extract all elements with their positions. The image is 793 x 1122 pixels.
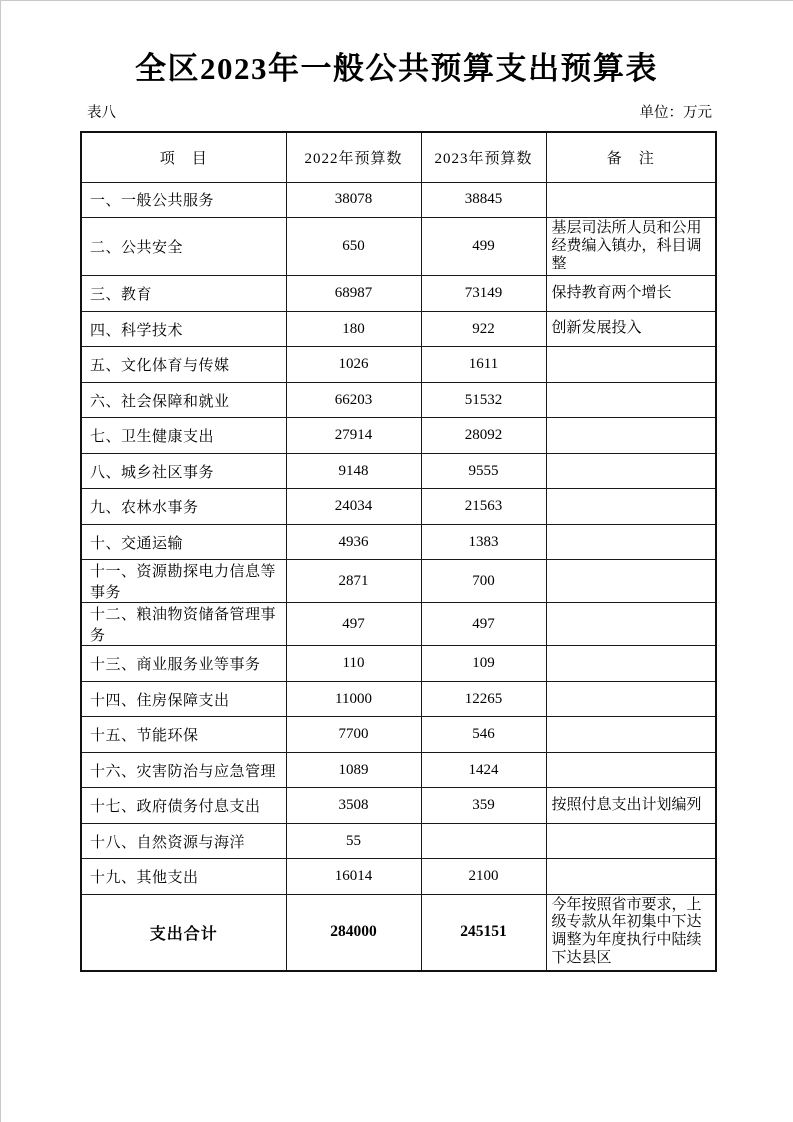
table-row xyxy=(81,311,716,347)
remark-cell xyxy=(546,646,716,682)
budget-2022-cell: 66203 xyxy=(286,382,421,418)
header-remark: 备 注 xyxy=(546,132,716,182)
budget-2023-cell: 1424 xyxy=(421,752,546,788)
remark-cell xyxy=(546,717,716,753)
budget-2023-cell: 73149 xyxy=(421,276,546,312)
budget-2023-cell: 922 xyxy=(421,311,546,347)
budget-2023-cell: 700 xyxy=(421,560,546,603)
remark-cell: 按照付息支出计划编列 xyxy=(546,788,716,824)
budget-2023-cell: 497 xyxy=(421,603,546,646)
budget-2022-cell: 110 xyxy=(286,646,421,682)
table-row xyxy=(81,453,716,489)
item-cell: 二、公共安全 xyxy=(81,218,286,276)
table-row xyxy=(81,182,716,218)
table-row xyxy=(81,560,716,603)
page-title: 全区2023年一般公共预算支出预算表 xyxy=(135,51,658,86)
item-cell: 十四、住房保障支出 xyxy=(81,681,286,717)
item-cell: 十五、节能环保 xyxy=(81,717,286,753)
budget-2022-cell: 497 xyxy=(286,603,421,646)
item-cell: 九、农林水事务 xyxy=(81,489,286,525)
remark-cell: 基层司法所人员和公用经费编入镇办，科目调整 xyxy=(546,218,716,276)
table-row xyxy=(81,859,716,895)
table-number-label: 表八 xyxy=(87,105,116,122)
budget-2022-cell: 16014 xyxy=(286,859,421,895)
remark-cell xyxy=(546,681,716,717)
item-cell: 十八、自然资源与海洋 xyxy=(81,823,286,859)
table-row xyxy=(81,382,716,418)
item-cell: 十三、商业服务业等事务 xyxy=(81,646,286,682)
item-cell: 十一、资源勘探电力信息等事务 xyxy=(81,560,286,603)
budget-2023-cell: 28092 xyxy=(421,418,546,454)
budget-2023-cell: 1611 xyxy=(421,347,546,383)
remark-cell xyxy=(546,382,716,418)
table-row xyxy=(81,347,716,383)
remark-cell xyxy=(546,752,716,788)
unit-label: 单位：万元 xyxy=(639,105,712,122)
budget-2022-cell: 650 xyxy=(286,218,421,276)
remark-cell xyxy=(546,524,716,560)
budget-2022-cell: 9148 xyxy=(286,453,421,489)
total-label-cell: 支出合计 xyxy=(81,894,286,970)
item-cell: 三、教育 xyxy=(81,276,286,312)
remark-cell xyxy=(546,823,716,859)
budget-2022-cell: 4936 xyxy=(286,524,421,560)
table-row xyxy=(81,788,716,824)
budget-table xyxy=(80,131,717,971)
remark-cell xyxy=(546,603,716,646)
table-row xyxy=(81,418,716,454)
remark-cell: 保持教育两个增长 xyxy=(546,276,716,312)
budget-2023-cell: 2100 xyxy=(421,859,546,895)
item-cell: 十九、其他支出 xyxy=(81,859,286,895)
budget-2022-cell: 24034 xyxy=(286,489,421,525)
item-cell: 五、文化体育与传媒 xyxy=(81,347,286,383)
remark-cell xyxy=(546,859,716,895)
item-cell: 十二、粮油物资储备管理事务 xyxy=(81,603,286,646)
budget-2023-cell: 9555 xyxy=(421,453,546,489)
item-cell: 十六、灾害防治与应急管理 xyxy=(81,752,286,788)
table-row xyxy=(81,489,716,525)
item-cell: 十七、政府债务付息支出 xyxy=(81,788,286,824)
budget-2023-cell: 51532 xyxy=(421,382,546,418)
table-row xyxy=(81,717,716,753)
budget-2023-cell: 38845 xyxy=(421,182,546,218)
budget-2023-cell: 1383 xyxy=(421,524,546,560)
remark-cell xyxy=(546,560,716,603)
budget-2023-cell: 21563 xyxy=(421,489,546,525)
total-remark-cell: 今年按照省市要求，上级专款从年初集中下达调整为年度执行中陆续下达县区 xyxy=(546,894,716,970)
budget-2023-cell: 109 xyxy=(421,646,546,682)
budget-2022-cell: 7700 xyxy=(286,717,421,753)
budget-2023-cell xyxy=(421,823,546,859)
budget-2022-cell: 27914 xyxy=(286,418,421,454)
item-cell: 一、一般公共服务 xyxy=(81,182,286,218)
budget-2023-cell: 499 xyxy=(421,218,546,276)
remark-cell: 创新发展投入 xyxy=(546,311,716,347)
budget-2023-cell: 359 xyxy=(421,788,546,824)
budget-2022-cell: 11000 xyxy=(286,681,421,717)
total-budget-2022-cell: 284000 xyxy=(286,894,421,970)
table-row xyxy=(81,218,716,276)
budget-2022-cell: 55 xyxy=(286,823,421,859)
remark-cell xyxy=(546,418,716,454)
total-row xyxy=(81,894,716,970)
remark-cell xyxy=(546,489,716,525)
header-budget-2023: 2023年预算数 xyxy=(421,132,546,182)
table-meta xyxy=(80,101,715,122)
item-cell: 六、社会保障和就业 xyxy=(81,382,286,418)
budget-2022-cell: 68987 xyxy=(286,276,421,312)
budget-2023-cell: 12265 xyxy=(421,681,546,717)
item-cell: 七、卫生健康支出 xyxy=(81,418,286,454)
budget-2022-cell: 1089 xyxy=(286,752,421,788)
item-cell: 十、交通运输 xyxy=(81,524,286,560)
remark-cell xyxy=(546,182,716,218)
header-budget-2022: 2022年预算数 xyxy=(286,132,421,182)
budget-2023-cell: 546 xyxy=(421,717,546,753)
table-row xyxy=(81,276,716,312)
table-row xyxy=(81,681,716,717)
remark-cell xyxy=(546,453,716,489)
total-budget-2023-cell: 245151 xyxy=(421,894,546,970)
budget-2022-cell: 38078 xyxy=(286,182,421,218)
item-cell: 八、城乡社区事务 xyxy=(81,453,286,489)
budget-2022-cell: 2871 xyxy=(286,560,421,603)
header-row xyxy=(81,132,716,182)
budget-2022-cell: 180 xyxy=(286,311,421,347)
budget-2022-cell: 3508 xyxy=(286,788,421,824)
header-item: 项 目 xyxy=(81,132,286,182)
remark-cell xyxy=(546,347,716,383)
budget-2022-cell: 1026 xyxy=(286,347,421,383)
table-row xyxy=(81,752,716,788)
table-row xyxy=(81,823,716,859)
table-row xyxy=(81,646,716,682)
table-row xyxy=(81,524,716,560)
table-row xyxy=(81,603,716,646)
item-cell: 四、科学技术 xyxy=(81,311,286,347)
